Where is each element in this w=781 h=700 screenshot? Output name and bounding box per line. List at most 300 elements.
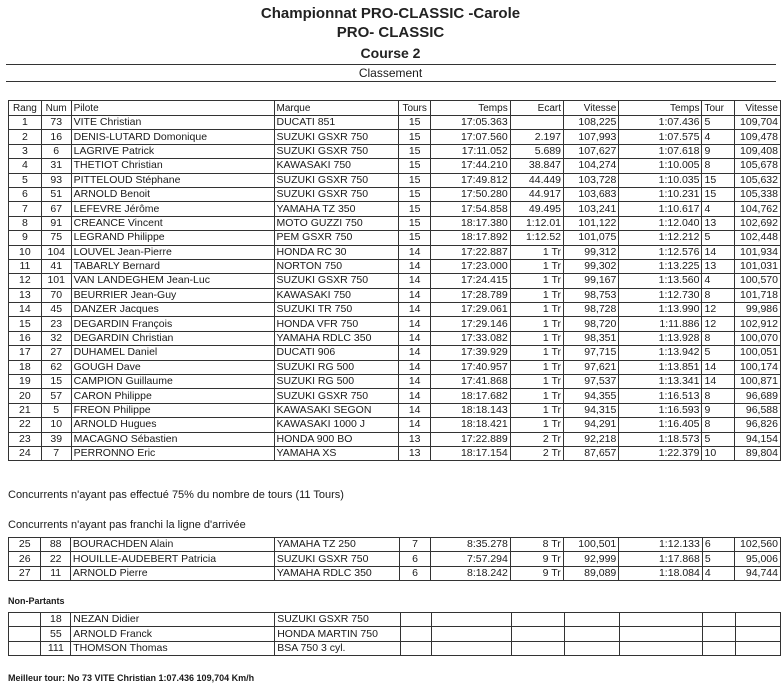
table-row	[9, 144, 781, 158]
best-vitesse-cell: 102,560	[735, 538, 781, 552]
best-temps-cell: 1:11.886	[619, 317, 702, 331]
vitesse-cell: 101,075	[564, 231, 619, 245]
table-row	[9, 346, 781, 360]
empty-cell	[511, 627, 564, 641]
best-vitesse-cell: 94,154	[735, 432, 781, 446]
marque-cell: DUCATI 906	[274, 346, 399, 360]
num-cell: 18	[41, 613, 71, 627]
pilote-cell: PERRONNO Eric	[71, 446, 274, 460]
championship-title: Championnat PRO-CLASSIC -Carole	[260, 5, 521, 22]
best-vitesse-cell: 101,718	[735, 288, 781, 302]
temps-cell: 17:05.363	[431, 116, 511, 130]
tours-cell: 13	[399, 446, 431, 460]
best-temps-cell: 1:16.593	[619, 403, 702, 417]
marque-cell: SUZUKI GSXR 750	[274, 552, 399, 566]
empty-cell	[511, 641, 564, 655]
ecart-cell: 2 Tr	[510, 432, 563, 446]
rang-cell: 24	[9, 446, 42, 460]
tours-cell: 6	[399, 552, 430, 566]
tour-cell: 15	[702, 173, 735, 187]
ecart-cell: 9 Tr	[510, 552, 563, 566]
marque-cell: KAWASAKI 750	[274, 288, 399, 302]
ecart-cell: 1 Tr	[510, 245, 563, 259]
vitesse-cell: 94,291	[564, 418, 619, 432]
temps-cell: 8:18.242	[431, 566, 511, 580]
pilote-cell: LAGRIVE Patrick	[71, 144, 274, 158]
num-cell: 39	[41, 432, 71, 446]
num-cell: 16	[41, 130, 71, 144]
temps-cell: 17:22.887	[431, 245, 511, 259]
table-row	[9, 375, 781, 389]
rang-cell: 27	[9, 566, 41, 580]
marque-cell: HONDA VFR 750	[274, 317, 399, 331]
marque-cell: SUZUKI GSXR 750	[274, 144, 399, 158]
marque-cell: SUZUKI TR 750	[274, 303, 399, 317]
rang-cell: 4	[9, 159, 42, 173]
pilote-cell: THETIOT Christian	[71, 159, 274, 173]
note-75-percent: Concurrents n'ayant pas effectué 75% du nombre de tours (11 Tours)	[8, 489, 344, 501]
col-temps: Temps	[431, 101, 511, 116]
marque-cell: SUZUKI GSXR 750	[274, 173, 399, 187]
tour-cell: 4	[702, 274, 735, 288]
tours-cell: 14	[399, 346, 431, 360]
tour-cell: 13	[702, 216, 735, 230]
tour-cell: 8	[702, 331, 735, 345]
ecart-cell: 2 Tr	[510, 446, 563, 460]
best-temps-cell: 1:12.212	[619, 231, 702, 245]
num-cell: 70	[41, 288, 71, 302]
temps-cell: 17:29.061	[431, 303, 511, 317]
num-cell: 23	[41, 317, 71, 331]
ecart-cell: 44.917	[510, 187, 563, 201]
marque-cell: SUZUKI GSXR 750	[274, 274, 399, 288]
marque-cell: BSA 750 3 cyl.	[275, 641, 401, 655]
num-cell: 67	[41, 202, 71, 216]
num-cell: 93	[41, 173, 71, 187]
tour-cell: 5	[702, 346, 735, 360]
num-cell: 10	[41, 418, 71, 432]
table-row	[9, 446, 781, 460]
empty-cell	[511, 613, 564, 627]
table-row	[9, 566, 781, 580]
rang-cell: 21	[9, 403, 42, 417]
tour-cell: 8	[702, 159, 735, 173]
tours-cell: 14	[399, 288, 431, 302]
best-temps-cell: 1:12.730	[619, 288, 702, 302]
temps-cell: 17:54.858	[431, 202, 511, 216]
tours-cell: 15	[399, 130, 431, 144]
unfinished-table	[8, 537, 781, 581]
rang-cell: 23	[9, 432, 42, 446]
pilote-cell: LEFEVRE Jérôme	[71, 202, 274, 216]
col-marque: Marque	[274, 101, 399, 116]
best-temps-cell: 1:07.436	[619, 116, 702, 130]
num-cell: 27	[41, 346, 71, 360]
tours-cell: 14	[399, 303, 431, 317]
pilote-cell: HOUILLE-AUDEBERT Patricia	[70, 552, 274, 566]
best-temps-cell: 1:12.133	[619, 538, 703, 552]
pilote-cell: DUHAMEL Daniel	[71, 346, 274, 360]
pilote-cell: ARNOLD Benoit	[71, 187, 274, 201]
tour-cell: 4	[702, 130, 735, 144]
pilote-cell: FREON Philippe	[71, 403, 274, 417]
vitesse-cell: 89,089	[563, 566, 619, 580]
marque-cell: YAMAHA RDLC 350	[274, 566, 399, 580]
num-cell: 101	[41, 274, 71, 288]
vitesse-cell: 107,993	[564, 130, 619, 144]
divider	[6, 81, 776, 82]
tour-cell: 14	[702, 375, 735, 389]
pilote-cell: CARON Philippe	[71, 389, 274, 403]
marque-cell: MOTO GUZZI 750	[274, 216, 399, 230]
best-vitesse-cell: 102,448	[735, 231, 781, 245]
best-temps-cell: 1:18.084	[619, 566, 703, 580]
marque-cell: KAWASAKI SEGON	[274, 403, 399, 417]
empty-cell	[400, 641, 431, 655]
temps-cell: 17:11.052	[431, 144, 511, 158]
pilote-cell: ARNOLD Pierre	[70, 566, 274, 580]
table-row	[9, 403, 781, 417]
rang-cell: 22	[9, 418, 42, 432]
class-title: PRO- CLASSIC	[336, 24, 445, 41]
col-best-vitesse: Vitesse	[735, 101, 781, 116]
temps-cell: 18:18.421	[431, 418, 511, 432]
num-cell: 22	[41, 552, 71, 566]
col-ecart: Ecart	[510, 101, 563, 116]
marque-cell: NORTON 750	[274, 259, 399, 273]
vitesse-cell: 97,621	[564, 360, 619, 374]
best-vitesse-cell: 100,570	[735, 274, 781, 288]
best-vitesse-cell: 102,692	[735, 216, 781, 230]
tours-cell: 14	[399, 389, 431, 403]
rang-cell: 11	[9, 259, 42, 273]
num-cell: 5	[41, 403, 71, 417]
pilote-cell: PITTELOUD Stéphane	[71, 173, 274, 187]
best-vitesse-cell: 100,070	[735, 331, 781, 345]
section-title: Classement	[358, 66, 423, 80]
tours-cell: 14	[399, 418, 431, 432]
temps-cell: 18:17.380	[431, 216, 511, 230]
empty-cell	[619, 641, 702, 655]
best-temps-cell: 1:13.928	[619, 331, 702, 345]
table-row	[9, 216, 781, 230]
table-row	[9, 159, 781, 173]
best-vitesse-cell: 100,871	[735, 375, 781, 389]
tours-cell: 14	[399, 375, 431, 389]
empty-cell	[619, 613, 702, 627]
rang-cell: 5	[9, 173, 42, 187]
best-vitesse-cell: 96,826	[735, 418, 781, 432]
best-temps-cell: 1:12.040	[619, 216, 702, 230]
vitesse-cell: 98,351	[564, 331, 619, 345]
temps-cell: 17:22.889	[431, 432, 511, 446]
marque-cell: HONDA RC 30	[274, 245, 399, 259]
vitesse-cell: 98,728	[564, 303, 619, 317]
best-temps-cell: 1:13.560	[619, 274, 702, 288]
note-not-finished: Concurrents n'ayant pas franchi la ligne d'arrivée	[8, 519, 246, 531]
temps-cell: 18:17.682	[431, 389, 511, 403]
best-vitesse-cell: 101,934	[735, 245, 781, 259]
pilote-cell: DENIS-LUTARD Domonique	[71, 130, 274, 144]
tour-cell: 5	[702, 116, 735, 130]
best-temps-cell: 1:13.225	[619, 259, 702, 273]
ecart-cell: 5.689	[510, 144, 563, 158]
temps-cell: 17:44.210	[431, 159, 511, 173]
table-row	[9, 274, 781, 288]
rang-cell: 3	[9, 144, 42, 158]
vitesse-cell: 107,627	[564, 144, 619, 158]
temps-cell: 17:24.415	[431, 274, 511, 288]
table-row	[9, 641, 781, 655]
temps-cell: 17:07.560	[431, 130, 511, 144]
pilote-cell: DEGARDIN Christian	[71, 331, 274, 345]
pilote-cell: THOMSON Thomas	[71, 641, 275, 655]
empty-cell	[564, 627, 619, 641]
marque-cell: YAMAHA TZ 350	[274, 202, 399, 216]
tours-cell: 14	[399, 360, 431, 374]
temps-cell: 8:35.278	[431, 538, 511, 552]
best-temps-cell: 1:07.575	[619, 130, 702, 144]
table-row	[9, 259, 781, 273]
rang-cell: 6	[9, 187, 42, 201]
temps-cell: 7:57.294	[431, 552, 511, 566]
ecart-cell: 1:12.01	[510, 216, 563, 230]
empty-cell	[564, 613, 619, 627]
pilote-cell: ARNOLD Franck	[71, 627, 275, 641]
tour-cell: 13	[702, 259, 735, 273]
tours-cell: 15	[399, 202, 431, 216]
num-cell: 104	[41, 245, 71, 259]
temps-cell: 17:29.146	[431, 317, 511, 331]
rang-cell: 12	[9, 274, 42, 288]
best-vitesse-cell: 105,632	[735, 173, 781, 187]
vitesse-cell: 103,683	[564, 187, 619, 201]
tours-cell: 14	[399, 403, 431, 417]
tour-cell: 5	[702, 432, 735, 446]
table-row	[9, 245, 781, 259]
vitesse-cell: 94,315	[564, 403, 619, 417]
table-row	[9, 303, 781, 317]
tours-cell: 13	[399, 432, 431, 446]
empty-cell	[735, 641, 780, 655]
best-temps-cell: 1:17.868	[619, 552, 703, 566]
tour-cell: 8	[702, 288, 735, 302]
vitesse-cell: 99,167	[564, 274, 619, 288]
num-cell: 11	[41, 566, 71, 580]
rang-cell: 20	[9, 389, 42, 403]
col-num: Num	[41, 101, 71, 116]
empty-cell	[735, 613, 780, 627]
empty-cell	[703, 641, 735, 655]
tours-cell: 15	[399, 187, 431, 201]
tour-cell: 15	[702, 187, 735, 201]
vitesse-cell: 104,274	[564, 159, 619, 173]
best-vitesse-cell: 94,744	[735, 566, 781, 580]
pilote-cell: LOUVEL Jean-Pierre	[71, 245, 274, 259]
temps-cell: 18:17.154	[431, 446, 511, 460]
rang-cell	[9, 641, 41, 655]
ecart-cell: 9 Tr	[510, 566, 563, 580]
marque-cell: SUZUKI RG 500	[274, 375, 399, 389]
ecart-cell: 1 Tr	[510, 288, 563, 302]
table-row	[9, 116, 781, 130]
rang-cell: 17	[9, 346, 42, 360]
empty-cell	[400, 627, 431, 641]
num-cell: 111	[41, 641, 71, 655]
best-temps-cell: 1:16.513	[619, 389, 702, 403]
vitesse-cell: 99,302	[564, 259, 619, 273]
tour-cell: 9	[702, 403, 735, 417]
best-vitesse-cell: 101,031	[735, 259, 781, 273]
best-vitesse-cell: 89,804	[735, 446, 781, 460]
num-cell: 62	[41, 360, 71, 374]
best-vitesse-cell: 105,678	[735, 159, 781, 173]
vitesse-cell: 94,355	[564, 389, 619, 403]
table-row	[9, 360, 781, 374]
ecart-cell: 44.449	[510, 173, 563, 187]
marque-cell: YAMAHA TZ 250	[274, 538, 399, 552]
empty-cell	[564, 641, 619, 655]
ecart-cell: 2.197	[510, 130, 563, 144]
tours-cell: 15	[399, 144, 431, 158]
divider	[6, 64, 776, 65]
num-cell: 91	[41, 216, 71, 230]
rang-cell: 14	[9, 303, 42, 317]
best-temps-cell: 1:16.405	[619, 418, 702, 432]
rang-cell: 9	[9, 231, 42, 245]
num-cell: 57	[41, 389, 71, 403]
temps-cell: 18:18.143	[431, 403, 511, 417]
ecart-cell: 38.847	[510, 159, 563, 173]
temps-cell: 17:41.868	[431, 375, 511, 389]
rang-cell: 15	[9, 317, 42, 331]
tour-cell: 10	[702, 446, 735, 460]
best-vitesse-cell: 99,986	[735, 303, 781, 317]
table-row	[9, 130, 781, 144]
empty-cell	[735, 627, 780, 641]
header-row	[9, 101, 781, 116]
marque-cell: KAWASAKI 1000 J	[274, 418, 399, 432]
tour-cell: 5	[702, 231, 735, 245]
tour-cell: 12	[702, 317, 735, 331]
marque-cell: SUZUKI GSXR 750	[274, 130, 399, 144]
table-row	[9, 317, 781, 331]
best-temps-cell: 1:10.005	[619, 159, 702, 173]
num-cell: 41	[41, 259, 71, 273]
pilote-cell: DANZER Jacques	[71, 303, 274, 317]
table-row	[9, 432, 781, 446]
best-vitesse-cell: 109,478	[735, 130, 781, 144]
vitesse-cell: 103,728	[564, 173, 619, 187]
marque-cell: SUZUKI GSXR 750	[274, 389, 399, 403]
temps-cell: 17:40.957	[431, 360, 511, 374]
vitesse-cell: 108,225	[564, 116, 619, 130]
table-row	[9, 538, 781, 552]
vitesse-cell: 97,537	[564, 375, 619, 389]
num-cell: 15	[41, 375, 71, 389]
vitesse-cell: 92,999	[563, 552, 619, 566]
best-vitesse-cell: 102,912	[735, 317, 781, 331]
ecart-cell: 1 Tr	[510, 418, 563, 432]
marque-cell: SUZUKI RG 500	[274, 360, 399, 374]
best-vitesse-cell: 100,051	[735, 346, 781, 360]
num-cell: 51	[41, 187, 71, 201]
vitesse-cell: 99,312	[564, 245, 619, 259]
tour-cell: 9	[702, 144, 735, 158]
marque-cell: KAWASAKI 750	[274, 159, 399, 173]
col-rang: Rang	[9, 101, 42, 116]
empty-cell	[703, 627, 735, 641]
rang-cell	[9, 613, 41, 627]
best-temps-cell: 1:13.942	[619, 346, 702, 360]
ecart-cell: 1 Tr	[510, 346, 563, 360]
tour-cell: 8	[702, 418, 735, 432]
vitesse-cell: 100,501	[563, 538, 619, 552]
ecart-cell: 49.495	[510, 202, 563, 216]
best-temps-cell: 1:10.035	[619, 173, 702, 187]
best-temps-cell: 1:10.231	[619, 187, 702, 201]
best-temps-cell: 1:07.618	[619, 144, 702, 158]
table-row	[9, 418, 781, 432]
empty-cell	[703, 613, 735, 627]
best-temps-cell: 1:13.851	[619, 360, 702, 374]
marque-cell: PEM GSXR 750	[274, 231, 399, 245]
empty-cell	[432, 613, 512, 627]
col-best-temps: Temps	[619, 101, 702, 116]
ecart-cell: 1:12.52	[510, 231, 563, 245]
best-lap-footer: Meilleur tour: No 73 VITE Christian 1:07.436 109,704 Km/h	[8, 673, 255, 683]
vitesse-cell: 87,657	[564, 446, 619, 460]
empty-cell	[400, 613, 431, 627]
pilote-cell: CREANCE Vincent	[71, 216, 274, 230]
empty-cell	[432, 641, 512, 655]
num-cell: 88	[41, 538, 71, 552]
tours-cell: 6	[399, 566, 430, 580]
best-temps-cell: 1:10.617	[619, 202, 702, 216]
marque-cell: SUZUKI GSXR 750	[275, 613, 401, 627]
temps-cell: 18:17.892	[431, 231, 511, 245]
table-row	[9, 627, 781, 641]
best-temps-cell: 1:12.576	[619, 245, 702, 259]
num-cell: 32	[41, 331, 71, 345]
vitesse-cell: 97,715	[564, 346, 619, 360]
vitesse-cell: 92,218	[564, 432, 619, 446]
table-row	[9, 231, 781, 245]
rang-cell: 10	[9, 245, 42, 259]
vitesse-cell: 101,122	[564, 216, 619, 230]
pilote-cell: ARNOLD Hugues	[71, 418, 274, 432]
rang-cell: 7	[9, 202, 42, 216]
tours-cell: 15	[399, 173, 431, 187]
col-pilote: Pilote	[71, 101, 274, 116]
rang-cell: 13	[9, 288, 42, 302]
marque-cell: HONDA 900 BO	[274, 432, 399, 446]
tours-cell: 14	[399, 259, 431, 273]
non-partants-table	[8, 612, 781, 656]
marque-cell: SUZUKI GSXR 750	[274, 187, 399, 201]
empty-cell	[619, 627, 702, 641]
tours-cell: 14	[399, 274, 431, 288]
temps-cell: 17:49.812	[431, 173, 511, 187]
rang-cell	[9, 627, 41, 641]
best-temps-cell: 1:13.990	[619, 303, 702, 317]
course-title: Course 2	[360, 45, 421, 61]
results-table	[8, 100, 781, 461]
col-tour: Tour	[702, 101, 735, 116]
num-cell: 7	[41, 446, 71, 460]
best-vitesse-cell: 109,704	[735, 116, 781, 130]
num-cell: 31	[41, 159, 71, 173]
